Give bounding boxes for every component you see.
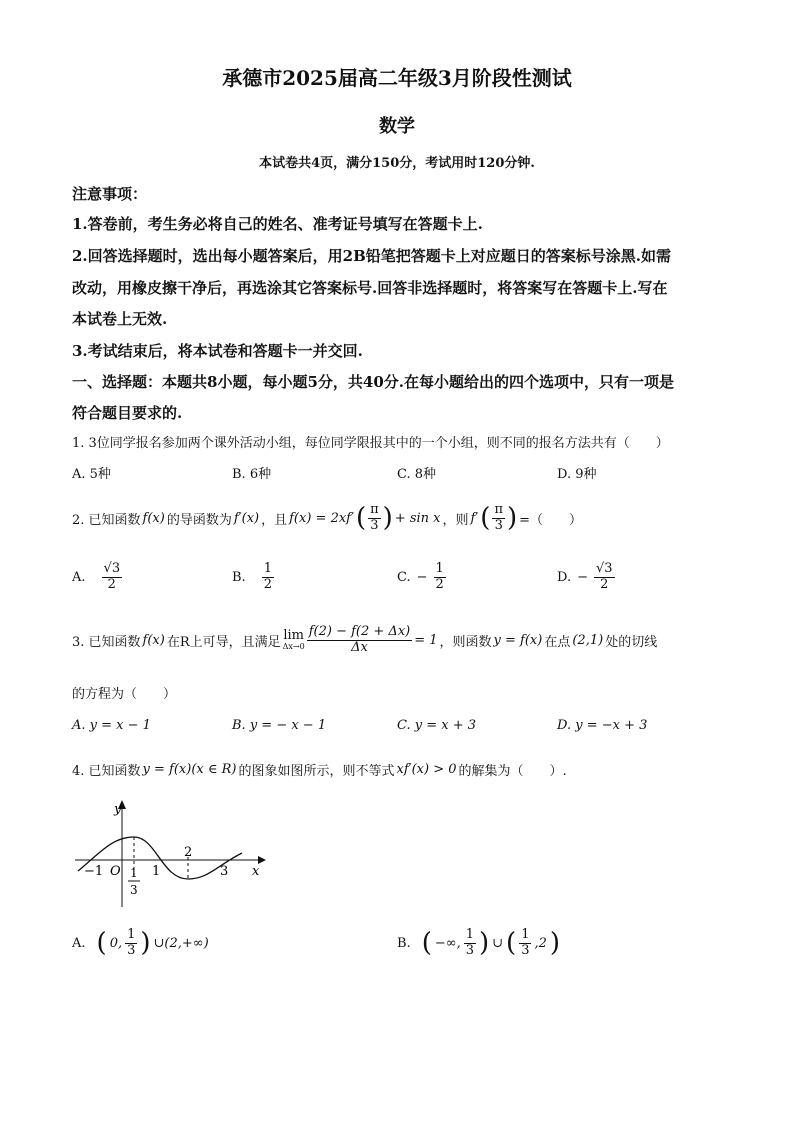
q1-option-c: C. 8种 [397,467,437,482]
notice-line-2: 2.回答选择题时，选出每小题答案后，用2B铅笔把答题卡上对应题日的答案标号涂黑.如需 [72,247,672,265]
graph-tick-neg1: −1 [84,864,104,879]
q2-stem-c: ，且 [261,512,288,528]
q4-stem: 4. 已知函数 y = f(x)(x ∈ R) 的图象如图所示，则不等式 xf′(x) > 0 的解集为（ ）. [72,762,567,779]
q2-stem-b: 的导函数为 [166,512,232,528]
notice-line-3: 改动，用橡皮擦干净后，再选涂其它答案标号.回答非选择题时，将答案写在答题卡上.写在 [72,279,668,297]
q3-stem-line-2: 的方程为（ ） [72,687,177,702]
q2-stem: 2. 已知函数 f(x) 的导函数为 f′(x) ，且 f(x) = 2xf′ ( $\frac{\pi}{3}$ ) + sin x ，则 f′ ( $\frac{\pi}{3}$ ) =（ ） [72,502,583,534]
q2-stem-d: ，则 [442,512,469,528]
q2-eq-left: f(x) = 2xf′ [289,510,354,526]
q3-stem: 3. 已知函数 f(x) 在R上可导，且满足 lim Δx→0 $\frac{f(2) - f(2 + \Delta x)}{\Delta x}$ = 1 ，则函数 y = f(x) 在点 (2,1) 处的切线 [72,624,658,655]
q3-option-d: D. y = −x + 3 [557,718,648,733]
exam-title: 承德市2025届高二年级3月阶段性测试 [222,66,572,90]
graph-tick-third-num: 1 [130,866,138,880]
q1-option-b: B. 6种 [232,467,272,482]
q4-option-b: B. ( −∞, $\frac{1}{3}$ ) ∪ ( $\frac{1}{3}$ ,2 ) [397,927,561,959]
graph-x-label: x [252,864,260,879]
graph-origin-label: O [110,864,121,879]
q2-stem-a: 2. 已知函数 [72,512,141,528]
section-heading-line-1: 一、选择题：本题共8小题，每小题5分，共40分.在每小题给出的四个选项中，只有一项是 [72,373,674,391]
graph-y-label: y [114,802,122,817]
q4-function-graph [70,795,270,910]
q2-option-c: C. − $\frac{1}{2}$ [397,561,444,592]
q3-limit: lim Δx→0 [282,627,305,652]
q2-fpx: f′(x) [233,510,260,526]
q2-pi-over-3: $\frac{\pi}{3}$ [370,502,379,533]
subject-title: 数学 [379,116,415,137]
graph-tick-third-den: 3 [130,883,138,897]
section-heading-line-2: 符合题目要求的. [72,404,183,422]
q2-option-a: A. $\frac{√3}{2}$ [72,561,121,592]
q1-option-d: D. 9种 [557,467,597,482]
notice-line-4: 本试卷上无效. [72,310,168,328]
q1-option-a: A. 5种 [72,467,111,482]
q3-option-a: A. y = x − 1 [72,718,151,733]
q3-fraction: $\frac{f(2) - f(2 + \Delta x)}{\Delta x}$ [308,624,411,655]
notice-title: 注意事项： [72,185,148,203]
q2-option-b: B. $\frac{1}{2}$ [232,561,272,592]
q1-stem: 1. 3位同学报名参加两个课外活动小组，每位同学限报其中的一个小组，则不同的报名方法共有（ ） [72,436,669,451]
notice-line-5: 3.考试结束后，将本试卷和答题卡一并交回. [72,342,363,360]
q2-option-d: D. − $\frac{√3}{2}$ [557,561,613,592]
q2-ask-pi-over-3: $\frac{\pi}{3}$ [494,502,503,533]
graph-tick-2: 2 [184,845,193,860]
graph-tick-3: 3 [220,864,229,879]
notice-line-1: 1.答卷前，考生务必将自己的姓名、准考证号填写在答题卡上. [72,215,483,233]
q2-fx: f(x) [142,510,165,526]
graph-tick-1: 1 [152,864,161,879]
q2-eq-right: + sin x [394,510,441,526]
q2-ask: f′ [470,510,479,526]
q3-option-b: B. y = − x − 1 [232,718,327,733]
exam-info: 本试卷共4页，满分150分，考试用时120分钟. [259,156,535,171]
q4-option-a: A. ( 0, $\frac{1}{3}$ ) ∪(2,+∞) [72,927,209,959]
q2-tail: =（ ） [519,512,583,528]
q3-option-c: C. y = x + 3 [397,718,477,733]
x-axis-arrow [258,856,266,864]
